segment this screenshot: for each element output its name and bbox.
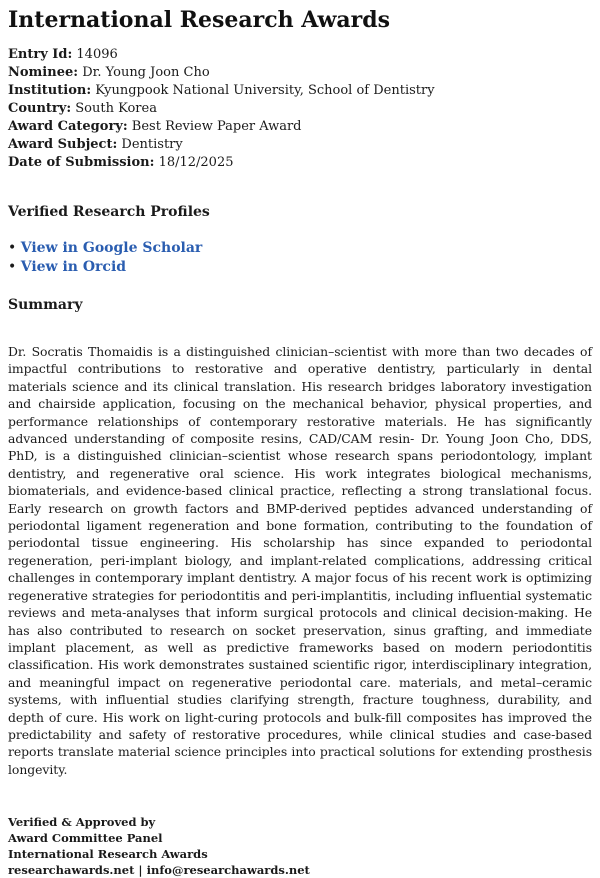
meta-label: Entry Id:	[8, 47, 73, 62]
meta-value: 18/12/2025	[158, 155, 234, 170]
meta-label: Award Category:	[8, 119, 128, 134]
footer-contact: researchawards.net | info@researchawards.net	[8, 863, 310, 878]
footer-verified: Verified & Approved by	[8, 815, 156, 830]
meta-value: Dentistry	[121, 137, 183, 152]
meta-nominee	[8, 64, 592, 82]
page-title: International Research Awards	[8, 7, 391, 33]
meta-institution	[8, 82, 592, 100]
footer-org: International Research Awards	[8, 847, 208, 862]
meta-label: Award Subject:	[8, 137, 118, 152]
google-scholar-link[interactable]: View in Google Scholar	[20, 240, 203, 256]
meta-label: Nominee:	[8, 65, 79, 80]
meta-label: Institution:	[8, 83, 92, 98]
entry-details	[8, 46, 592, 172]
meta-value: Dr. Young Joon Cho	[82, 65, 210, 80]
profiles-heading: Verified Research Profiles	[8, 204, 210, 220]
profile-links	[8, 239, 592, 277]
orcid-link[interactable]: View in Orcid	[20, 259, 127, 275]
meta-value: Best Review Paper Award	[131, 119, 302, 134]
list-item	[8, 258, 592, 277]
meta-entry-id	[8, 46, 592, 64]
meta-country	[8, 100, 592, 118]
footer-panel: Award Committee Panel	[8, 831, 163, 846]
footer	[8, 814, 592, 878]
meta-value: South Korea	[75, 101, 157, 116]
meta-value: 14096	[76, 47, 118, 62]
meta-award-category	[8, 118, 592, 136]
meta-value: Kyungpook National University, School of Dentistry	[95, 83, 435, 98]
meta-award-subject	[8, 136, 592, 154]
meta-date-of-submission	[8, 154, 592, 172]
summary-heading: Summary	[8, 297, 83, 313]
summary-text: Dr. Socratis Thomaidis is a distinguished clinician–scientist with more than two decades of impactful contributions to restorative and operative dentistry, particularly in dental materials science and its clinical translation. His research bridges laboratory investigation and chairside application, focusing on the mechanical behavior, physical properties, and performance relationships of contemporary restorative materials. He has significantly advanced understanding of composite resins, CAD/CAM resin- Dr. Young Joon Cho, DDS, PhD, is a distinguished clinician–scientist whose research spans periodontology, implant dentistry, and regenerative oral science. His work integrates biological mechanisms, biomaterials, and evidence-based clinical practice, reflecting a strong translational focus. Early research on growth factors and BMP-derived peptides advanced understanding of periodontal ligament regeneration and bone formation, contributing to the foundation of periodontal tissue engineering. His scholarship has since expanded to periodontal regeneration, peri-implant biology, and implant-related complications, addressing critical challenges in contemporary implant dentistry. A major focus of his recent work is optimizing regenerative strategies for periodontitis and peri-implantitis, including influential systematic reviews and meta-analyses that inform surgical protocols and clinical decision-making. He has also contributed to research on socket preservation, sinus grafting, and immediate implant placement, as well as predictive frameworks based on modern periodontitis classification. His work demonstrates sustained scientific rigor, interdisciplinary integration, and meaningful impact on regenerative periodontal care. materials, and metal–ceramic systems, with influential studies clarifying strength, fracture toughness, durability, and depth of cure. His work on light-curing protocols and bulk-fill composites has improved the predictability and safety of restorative procedures, while clinical studies and case-based reports translate material science principles into practical solutions for extending prosthesis longevity.	[8, 344, 592, 777]
bullet-icon: •	[8, 240, 17, 256]
meta-label: Date of Submission:	[8, 155, 155, 170]
meta-label: Country:	[8, 101, 72, 116]
bullet-icon: •	[8, 259, 17, 275]
list-item	[8, 239, 592, 258]
